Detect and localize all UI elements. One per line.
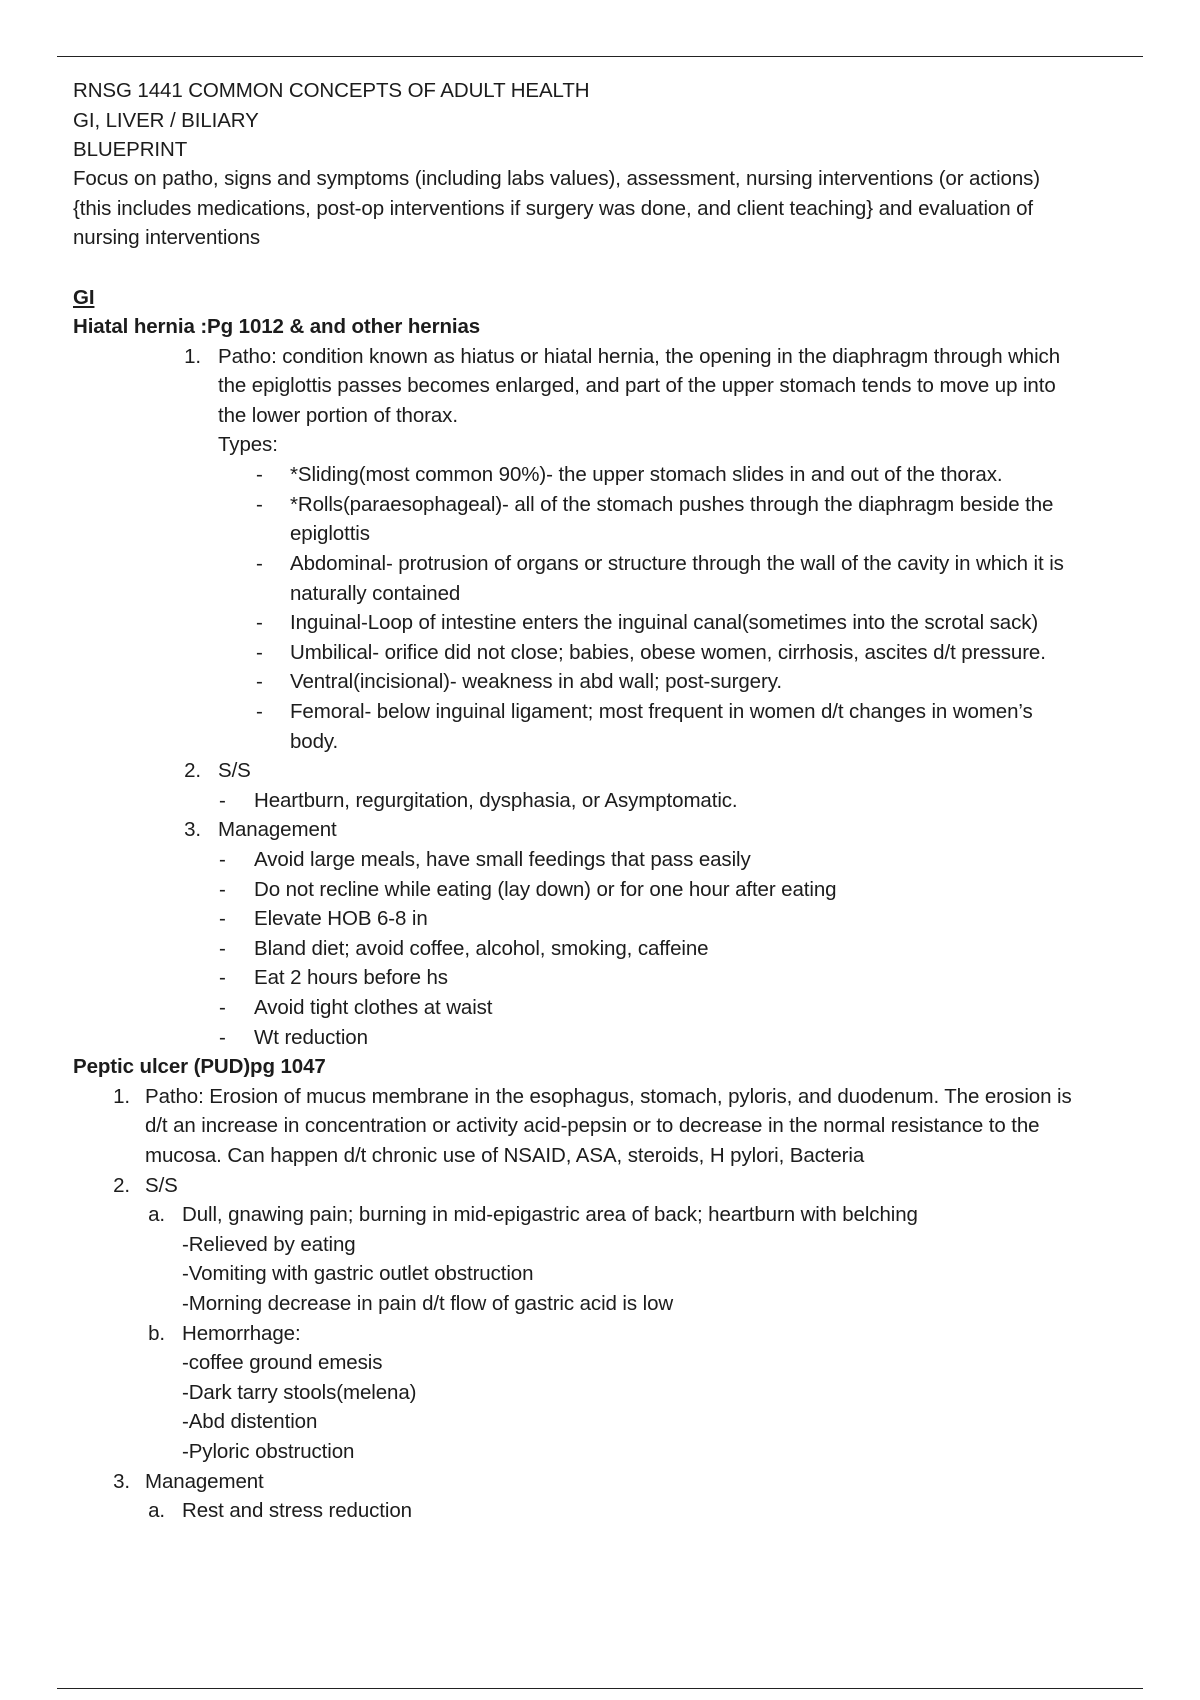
list-number: 2.	[184, 759, 201, 782]
blueprint-label: BLUEPRINT	[73, 138, 188, 161]
section-heading-gi: GI	[73, 286, 95, 309]
list-item: Heartburn, regurgitation, dysphasia, or Asymptomatic.	[254, 789, 738, 812]
list-item: -Abd distention	[182, 1410, 318, 1433]
list-item: -coffee ground emesis	[182, 1351, 383, 1374]
list-item-continuation: naturally contained	[290, 582, 461, 605]
list-item: Femoral- below inguinal ligament; most frequent in women d/t changes in women’s	[290, 700, 1033, 723]
list-item-continuation: epiglottis	[290, 522, 370, 545]
list-item: Dull, gnawing pain; burning in mid-epigastric area of back; heartburn with belching	[182, 1203, 918, 1226]
patho-line: the lower portion of thorax.	[218, 404, 458, 427]
topic-title: GI, LIVER / BILIARY	[73, 109, 259, 132]
list-number: 2.	[113, 1174, 130, 1197]
list-item: -Relieved by eating	[182, 1233, 356, 1256]
bullet-dash: -	[256, 552, 263, 575]
focus-line: Focus on patho, signs and symptoms (including labs values), assessment, nursing interventions (or actions)	[73, 167, 1041, 190]
bullet-dash: -	[256, 611, 263, 634]
ss-label: S/S	[145, 1174, 178, 1197]
bullet-dash: -	[256, 670, 263, 693]
list-letter: a.	[148, 1203, 165, 1226]
list-item: Bland diet; avoid coffee, alcohol, smoking, caffeine	[254, 937, 709, 960]
list-item: *Rolls(paraesophageal)- all of the stomach pushes through the diaphragm beside the	[290, 493, 1054, 516]
bullet-dash: -	[219, 848, 226, 871]
list-item: Do not recline while eating (lay down) or for one hour after eating	[254, 878, 837, 901]
bullet-dash: -	[219, 1026, 226, 1049]
focus-line: nursing interventions	[73, 226, 261, 249]
patho-line: mucosa. Can happen d/t chronic use of NSAID, ASA, steroids, H pylori, Bacteria	[145, 1144, 865, 1167]
list-number: 1.	[184, 345, 201, 368]
management-label: Management	[145, 1470, 264, 1493]
bullet-dash: -	[219, 966, 226, 989]
list-item: Avoid tight clothes at waist	[254, 996, 493, 1019]
list-number: 1.	[113, 1085, 130, 1108]
bullet-dash: -	[219, 789, 226, 812]
bottom-rule	[57, 1688, 1143, 1689]
bullet-dash: -	[256, 463, 263, 486]
patho-line: Patho: Erosion of mucus membrane in the esophagus, stomach, pyloris, and duodenum. The erosion is	[145, 1085, 1072, 1108]
bullet-dash: -	[256, 641, 263, 664]
list-item: Umbilical- orifice did not close; babies, obese women, cirrhosis, ascites d/t pressure.	[290, 641, 1046, 664]
list-item-continuation: body.	[290, 730, 339, 753]
list-item: -Vomiting with gastric outlet obstruction	[182, 1262, 534, 1285]
list-item: Eat 2 hours before hs	[254, 966, 448, 989]
list-item: Avoid large meals, have small feedings that pass easily	[254, 848, 751, 871]
list-item: -Pyloric obstruction	[182, 1440, 355, 1463]
list-item: *Sliding(most common 90%)- the upper stomach slides in and out of the thorax.	[290, 463, 1003, 486]
bullet-dash: -	[219, 907, 226, 930]
list-number: 3.	[184, 818, 201, 841]
patho-line: the epiglottis passes becomes enlarged, and part of the upper stomach tends to move up into	[218, 374, 1056, 397]
focus-line: {this includes medications, post-op interventions if surgery was done, and client teaching} and evaluation of	[73, 197, 1034, 220]
list-item: Wt reduction	[254, 1026, 368, 1049]
management-label: Management	[218, 818, 337, 841]
ss-label: S/S	[218, 759, 251, 782]
course-title: RNSG 1441 COMMON CONCEPTS OF ADULT HEALTH	[73, 79, 590, 102]
list-item: Inguinal-Loop of intestine enters the inguinal canal(sometimes into the scrotal sack)	[290, 611, 1039, 634]
types-label: Types:	[218, 433, 278, 456]
list-letter: b.	[148, 1322, 165, 1345]
patho-line: Patho: condition known as hiatus or hiatal hernia, the opening in the diaphragm through which	[218, 345, 1061, 368]
bullet-dash: -	[219, 996, 226, 1019]
list-item: Abdominal- protrusion of organs or structure through the wall of the cavity in which it is	[290, 552, 1064, 575]
top-rule	[57, 56, 1143, 57]
list-number: 3.	[113, 1470, 130, 1493]
list-item: -Morning decrease in pain d/t flow of gastric acid is low	[182, 1292, 674, 1315]
bullet-dash: -	[256, 700, 263, 723]
list-item: -Dark tarry stools(melena)	[182, 1381, 417, 1404]
list-letter: a.	[148, 1499, 165, 1522]
list-item: Elevate HOB 6-8 in	[254, 907, 428, 930]
bullet-dash: -	[219, 937, 226, 960]
list-item: Ventral(incisional)- weakness in abd wall; post-surgery.	[290, 670, 782, 693]
peptic-ulcer-title: Peptic ulcer (PUD)pg 1047	[73, 1055, 326, 1078]
bullet-dash: -	[219, 878, 226, 901]
bullet-dash: -	[256, 493, 263, 516]
patho-line: d/t an increase in concentration or activity acid-pepsin or to decrease in the normal resistance to the	[145, 1114, 1040, 1137]
hiatal-hernia-title: Hiatal hernia :Pg 1012 & and other hernias	[73, 315, 481, 338]
list-item: Rest and stress reduction	[182, 1499, 412, 1522]
list-item: Hemorrhage:	[182, 1322, 301, 1345]
